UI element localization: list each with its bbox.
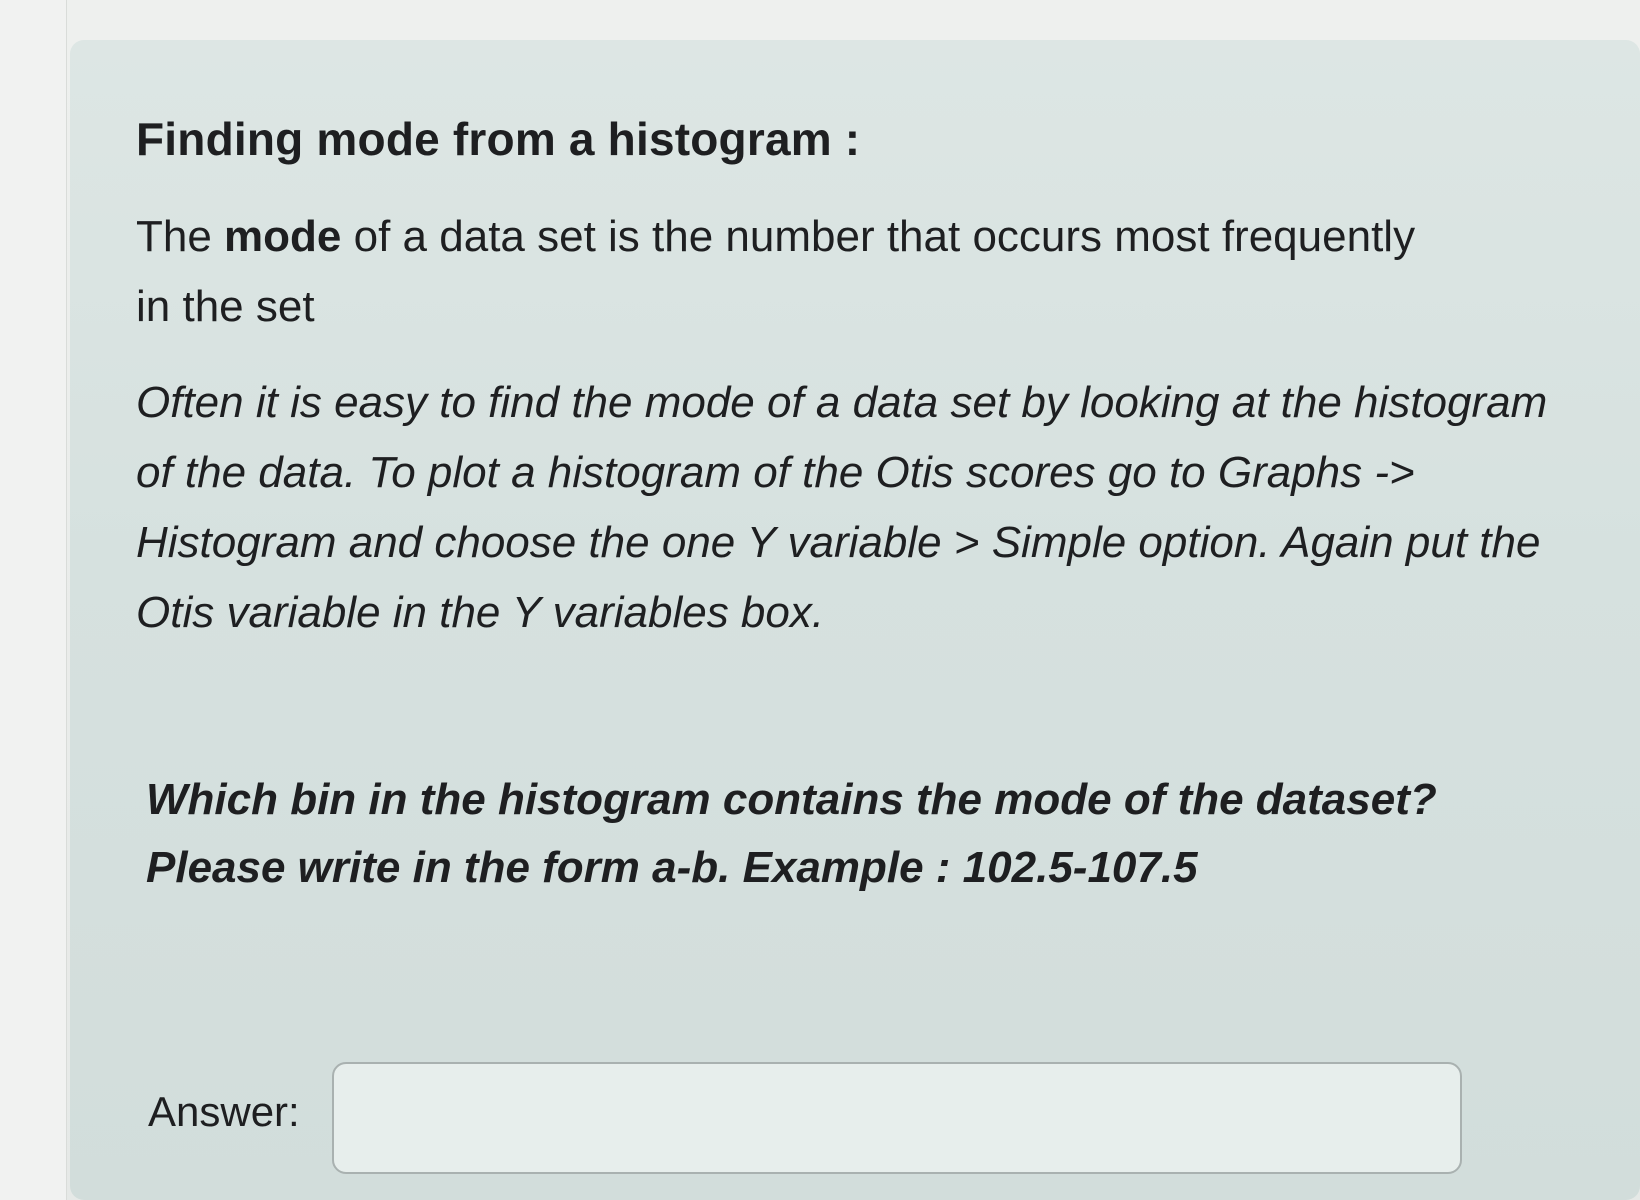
mode-definition <box>136 202 1436 342</box>
definition-suffix: of a data set is the number that occurs most frequently in the set <box>136 212 1416 331</box>
histogram-instructions: Often it is easy to find the mode of a data set by looking at the histogram of the data. To plot a histogram of the Otis scores go to Graphs -> Histogram and choose the one Y variable > Simple option. Again put the Otis variable in the Y variables box. <box>136 378 1548 637</box>
page-title: Finding mode from a histogram : <box>136 113 861 165</box>
answer-input[interactable] <box>332 1062 1462 1174</box>
definition-prefix: The <box>136 212 225 261</box>
left-margin <box>0 0 67 1200</box>
definition-term: mode <box>224 212 342 261</box>
question-text: Which bin in the histogram contains the mode of the dataset? Please write in the form a-b. Example : 102.5-107.5 <box>146 775 1437 892</box>
answer-label: Answer: <box>148 1088 300 1135</box>
